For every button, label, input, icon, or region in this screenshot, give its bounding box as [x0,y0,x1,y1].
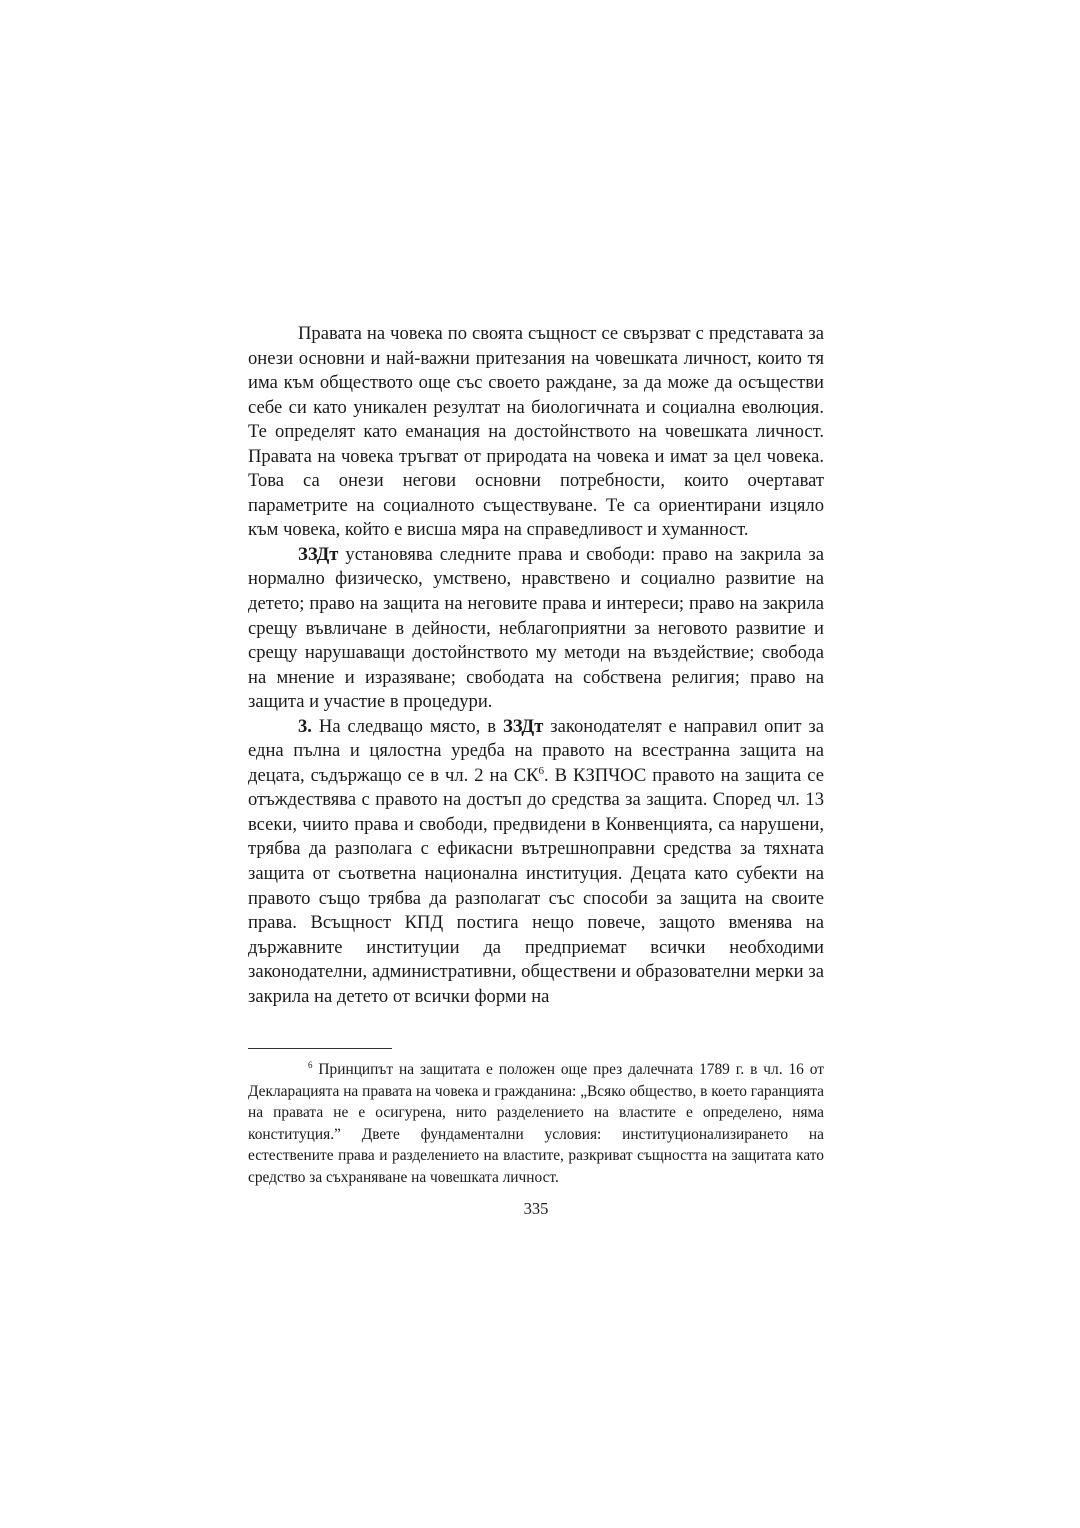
paragraph-2-bold-abbrev: ЗЗДт [298,543,339,565]
paragraph-1-text: Правата на човека по своята същност се свързват с представата за онези основни и най-важни притезания на човешката личност, които тя има към обществото още със своето раждане, за да може да осъществи себе си като уникален резултат на биологичната и социална еволюция. Те определят като еманация на достойнството на човешката личност. Правата на човека тръгват от природата на човека и имат за цел човека. Това са онези негови основни потребности, които очертават параметрите на социалното съществуване. Те са ориентирани изцяло към човека, който е висша мяра на справедливост и хуманност. [248,323,824,541]
footnote-6 [248,1059,824,1189]
footnote-divider [248,1048,392,1049]
paragraph-3-text-b: законодателят е направил опит за една пълна и цялостна уредба на правото на всестранна защита на децата, съдържащо се в чл. 2 на СК [248,715,824,786]
paragraph-1 [248,322,824,543]
paragraph-2-text: установява следните права и свободи: право на закрила за нормално физическо, умствено, нравствено и социално развитие на детето; право на защита на неговите права и интереси; право на закрила срещу въвличане в дейности, неблагоприятни за неговото развитие и срещу нарушаващи достойнството му методи на въздействие; свобода на мнение и изразяване; свободата на собствена религия; право на защита и участие в процедури. [248,543,824,713]
main-text-block [248,322,824,1009]
footnote-reference[interactable]: 6 [538,764,545,777]
paragraph-3-text-c: . В КЗПЧОС правото на защита се отъждествява с правото на достъп до средства за защита. Според чл. 13 всеки, чиито права и свободи, предвидени в Конвенцията, са нарушени, трябва да разполага с ефикасни вътрешноправни средства за тяхната защита от съответна национална институция. Децата като субекти на правото също трябва да разполагат със способи за защита на своите права. Всъщност КПД постига нещо повече, защото вменява на държавните институции да предприемат всички необходими законодателни, административни, обществени и образователни мерки за закрила на детето от всички форми на [248,764,825,1007]
page-number: 335 [523,1199,549,1218]
paragraph-3-bold-abbrev: ЗЗДт [502,715,544,737]
footnote-marker: 6 [308,1059,313,1070]
paragraph-3-number: 3. [298,715,312,737]
body-text [248,322,824,1009]
paragraph-3 [248,715,824,1010]
footnote-text: Принципът на защитата е положен още през далечната 1789 г. в чл. 16 от Декларацията на правата на човека и гражданина: „Всяко общество, в което гаранцията на правата не е осигурена, нито разделението на властите е определено, няма конституция.” Двете фундаментални условия: институционализирането на естествените права и разделението на властите, разкриват същността на защитата като средство за съхраняване на човешката личност. [248,1061,824,1186]
paragraph-2 [248,543,824,715]
paragraph-3-text-a: На следващо място, в [311,715,503,737]
